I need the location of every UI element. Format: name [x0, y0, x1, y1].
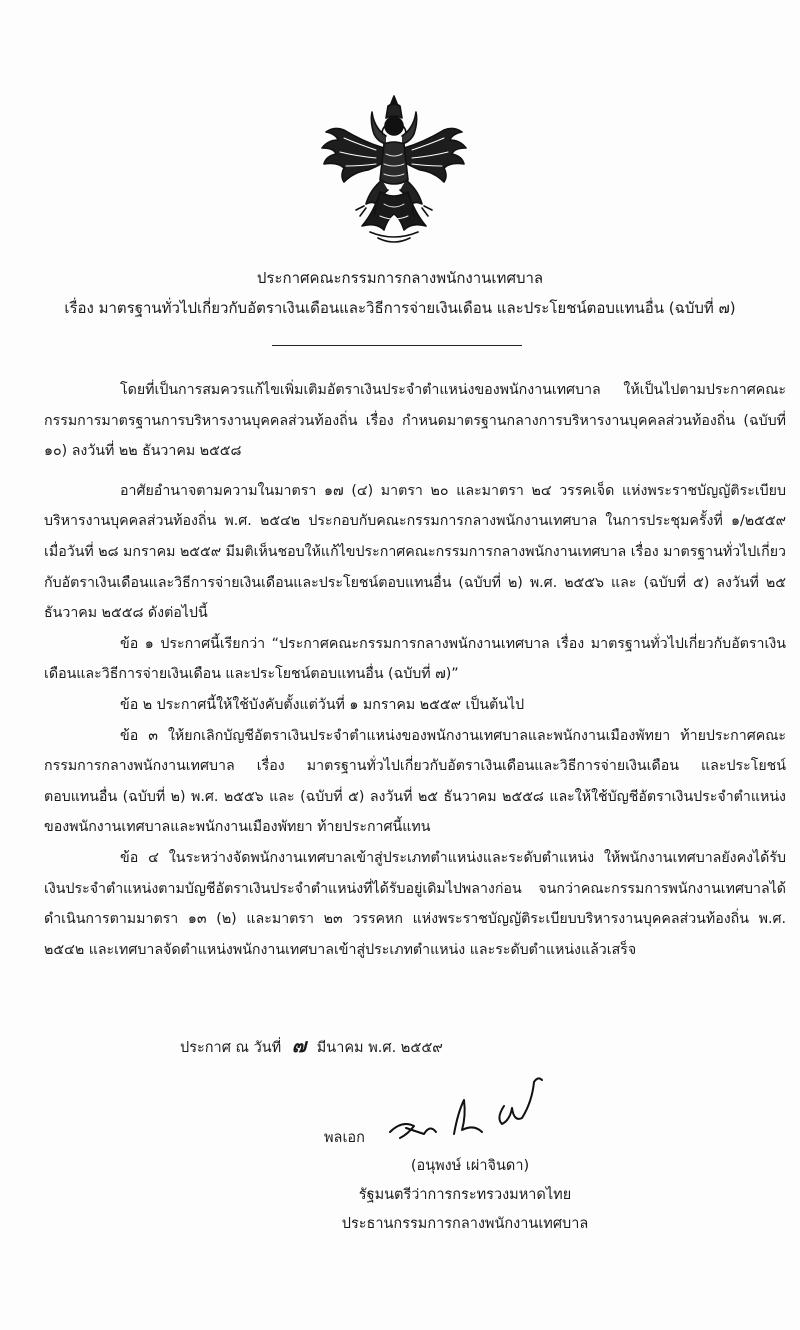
handwritten-signature-icon — [384, 1072, 564, 1152]
paragraph-preamble: โดยที่เป็นการสมควรแก้ไขเพิ่มเติมอัตราเงินประจำตำแหน่งของพนักงานเทศบาล ให้เป็นไปตามประกาศคณะกรรมการมาตรฐานการบริหารงานบุคคลส่วนท้องถิ่น เรื่อง กำหนดมาตรฐานกลางการบริหารงานบุคคลส่วนท้องถิ่น (ฉบับที่ ๑๐) ลงวันที่ ๒๒ ธันวาคม ๒๕๕๘ — [44, 382, 786, 460]
paragraph-clause-4: ข้อ ๔ ในระหว่างจัดพนักงานเทศบาลเข้าสู่ประเภทตำแหน่งและระดับตำแหน่ง ให้พนักงานเทศบาลยังคงได้รับเงินประจำตำแหน่งตามบัญชีอัตราเงินประจำตำแหน่งที่ได้รับอยู่เดิมไปพลางก่อน จนกว่าคณะกรรมการพนักงานเทศบาลได้ดำเนินการตามมาตรา ๑๓ (๒) และมาตรา ๒๓ วรรคหก แห่งพระราชบัญญัติระเบียบบริหารงานบุคคลส่วนท้องถิ่น พ.ศ. ๒๕๔๒ และเทศบาลจัดตำแหน่งพนักงานเทศบาลเข้าสู่ประเภทตำแหน่ง และระดับตำแหน่งแล้วเสร็จ — [44, 849, 786, 958]
announcement-title: ประกาศคณะกรรมการกลางพนักงานเทศบาล — [256, 269, 544, 287]
paragraph-clause-1: ข้อ ๑ ประกาศนี้เรียกว่า “ประกาศคณะกรรมการกลางพนักงานเทศบาล เรื่อง มาตรฐานทั่วไปเกี่ยวกับอัตราเงินเดือนและวิธีการจ่ายเงินเดือน และประโยชน์ตอบแทนอื่น (ฉบับที่ ๗)” — [44, 635, 786, 683]
signatory-rank: พลเอก — [324, 1130, 365, 1146]
signatory-position-minister: รัฐมนตรีว่าการกระทรวงมหาดไทย — [358, 1187, 572, 1203]
date-month-year: มีนาคม พ.ศ. ๒๕๕๙ — [316, 1040, 443, 1056]
paragraph-authority: อาศัยอำนาจตามความในมาตรา ๑๗ (๔) มาตรา ๒๐ และมาตรา ๒๔ วรรคเจ็ด แห่งพระราชบัญญัติระเบียบบริหารงานบุคคลส่วนท้องถิ่น พ.ศ. ๒๕๔๒ ประกอบกับคณะกรรมการกลางพนักงานเทศบาล ในการประชุมครั้งที่ ๑/๒๕๕๙ เมื่อวันที่ ๒๘ มกราคม ๒๕๕๙ มีมติเห็นชอบให้แก้ไขประกาศคณะกรรมการกลางพนักงานเทศบาล เรื่อง มาตรฐานทั่วไปเกี่ยวกับอัตราเงินเดือนและวิธีการจ่ายเงินเดือนและประโยชน์ตอบแทนอื่น (ฉบับที่ ๒) พ.ศ. ๒๕๕๖ และ (ฉบับที่ ๕) ลงวันที่ ๒๕ ธันวาคม ๒๕๕๘ ดังต่อไปนี้ — [44, 482, 786, 622]
date-day: ๗ — [291, 1035, 307, 1057]
garuda-emblem-icon — [314, 92, 474, 252]
signatory-position-chairman: ประธานกรรมการกลางพนักงานเทศบาล — [341, 1216, 589, 1232]
document-body — [44, 375, 786, 965]
signatory-name: (อนุพงษ์ เผ่าจินดา) — [410, 1158, 530, 1174]
date-prefix: ประกาศ ณ วันที่ — [180, 1040, 282, 1056]
title-divider — [272, 345, 522, 346]
announcement-subject: เรื่อง มาตรฐานทั่วไปเกี่ยวกับอัตราเงินเดือนและวิธีการจ่ายเงินเดือน และประโยชน์ตอบแทนอื่น (ฉบับที่ ๗) — [64, 299, 736, 317]
announcement-date — [180, 1036, 443, 1058]
paragraph-clause-2: ข้อ ๒ ประกาศนี้ให้ใช้บังคับตั้งแต่วันที่ ๑ มกราคม ๒๕๕๙ เป็นต้นไป — [120, 696, 525, 713]
paragraph-clause-3: ข้อ ๓ ให้ยกเลิกบัญชีอัตราเงินประจำตำแหน่งของพนักงานเทศบาลและพนักงานเมืองพัทยา ท้ายประกาศคณะกรรมการกลางพนักงานเทศบาล เรื่อง มาตรฐานทั่วไปเกี่ยวกับอัตราเงินเดือนและวิธีการจ่ายเงินเดือน และประโยชน์ตอบแทนอื่น (ฉบับที่ ๒) พ.ศ. ๒๕๕๖ และ (ฉบับที่ ๕) ลงวันที่ ๒๕ ธันวาคม ๒๕๕๘ และให้ใช้บัญชีอัตราเงินประจำตำแหน่งของพนักงานเทศบาลและพนักงานเมืองพัทยา ท้ายประกาศนี้แทน — [44, 727, 786, 836]
